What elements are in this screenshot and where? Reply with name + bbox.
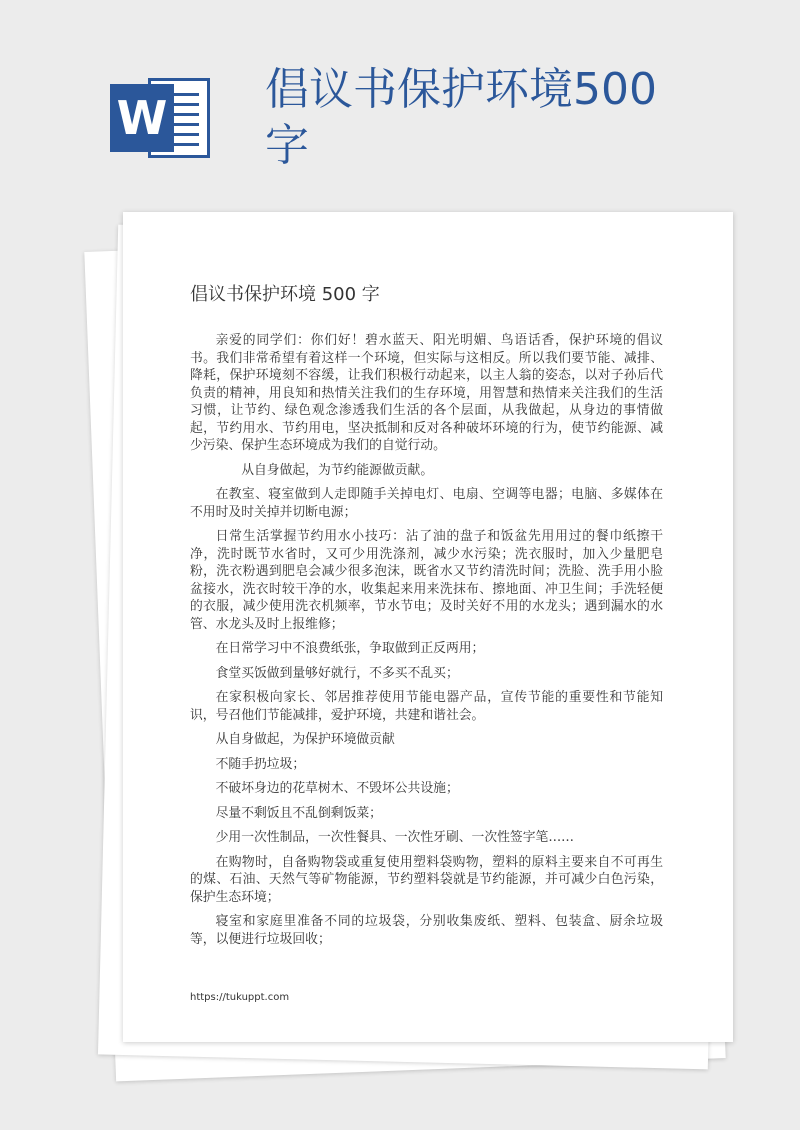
paragraph: 在日常学习中不浪费纸张，争取做到正反两用； [215, 641, 485, 656]
paragraph: 少用一次性制品，一次性餐具、一次性牙刷、一次性签字笔…… [215, 830, 574, 845]
document-title: 倡议书保护环境 500 字 [190, 284, 380, 305]
paragraph: 寝室和家庭里准备不同的垃圾袋，分别收集废纸、塑料、包装盒、厨余垃圾等，以便进行垃圾回收； [190, 914, 663, 947]
word-document-icon [110, 78, 210, 158]
page-title: 倡议书保护环境500字 [265, 64, 657, 171]
paragraph: 在家积极向家长、邻居推荐使用节能电器产品，宣传节能的重要性和节能知识，号召他们节能减排，爱护环境，共建和谐社会。 [190, 690, 663, 723]
footer-url: https://tukuppt.com [190, 992, 290, 1003]
paragraph: 从自身做起，为节约能源做贡献。 [241, 462, 434, 478]
document-page [123, 212, 733, 1042]
paragraph: 尽量不剩饭且不乱倒剩饭菜； [215, 805, 382, 821]
paragraph: 亲爱的同学们：你们好！碧水蓝天、阳光明媚、鸟语话香，保护环境的倡议书。我们非常希望有着这样一个环境，但实际与这相反。所以我们要节能、减排、降耗，保护环境刻不容缓，让我们积极行动起来，以主人翁的姿态，以对子孙后代负责的精神，用良知和热情关注我们的生存环境，用智慧和热情来关注我们的生活习惯，让节约、绿色观念渗透我们生活的各个层面，从我做起，从身边的事情做起，节约用水、节约用电，坚决抵制和反对各种破坏环境的行为，使节约能源、减少污染、保护生态环境成为我们的自觉行动。 [190, 333, 663, 453]
paragraph: 从自身做起，为保护环境做贡献 [215, 732, 395, 747]
paragraph: 食堂买饭做到量够好就行，不多买不乱买； [215, 665, 459, 681]
paragraph: 不随手扔垃圾； [215, 756, 306, 772]
word-letter-badge: W [110, 84, 174, 152]
paragraph: 在教室、寝室做到人走即随手关掉电灯、电扇、空调等电器；电脑、多媒体在不用时及时关掉并切断电源； [190, 487, 663, 520]
document-body [190, 332, 663, 948]
paragraph: 日常生活掌握节约用水小技巧：沾了油的盘子和饭盆先用用过的餐巾纸擦干净，洗时既节水省时，又可少用洗涤剂，减少水污染；洗衣服时，加入少量肥皂粉，洗衣粉遇到肥皂会减少很多泡沫，既省水又节约清洗时间；洗脸、洗手用小脸盆接水，洗衣时较干净的水，收集起来用来洗抹布、擦地面、冲卫生间；手洗轻便的衣服，减少使用洗衣机频率，节水节电；及时关好不用的水龙头；遇到漏水的水管、水龙头及时上报维修； [190, 529, 663, 632]
paragraph: 不破坏身边的花草树木、不毁坏公共设施； [215, 781, 459, 796]
paragraph: 在购物时，自备购物袋或重复使用塑料袋购物，塑料的原料主要来自不可再生的煤、石油、天然气等矿物能源，节约塑料袋就是节约能源，并可减少白色污染，保护生态环境； [190, 854, 663, 905]
